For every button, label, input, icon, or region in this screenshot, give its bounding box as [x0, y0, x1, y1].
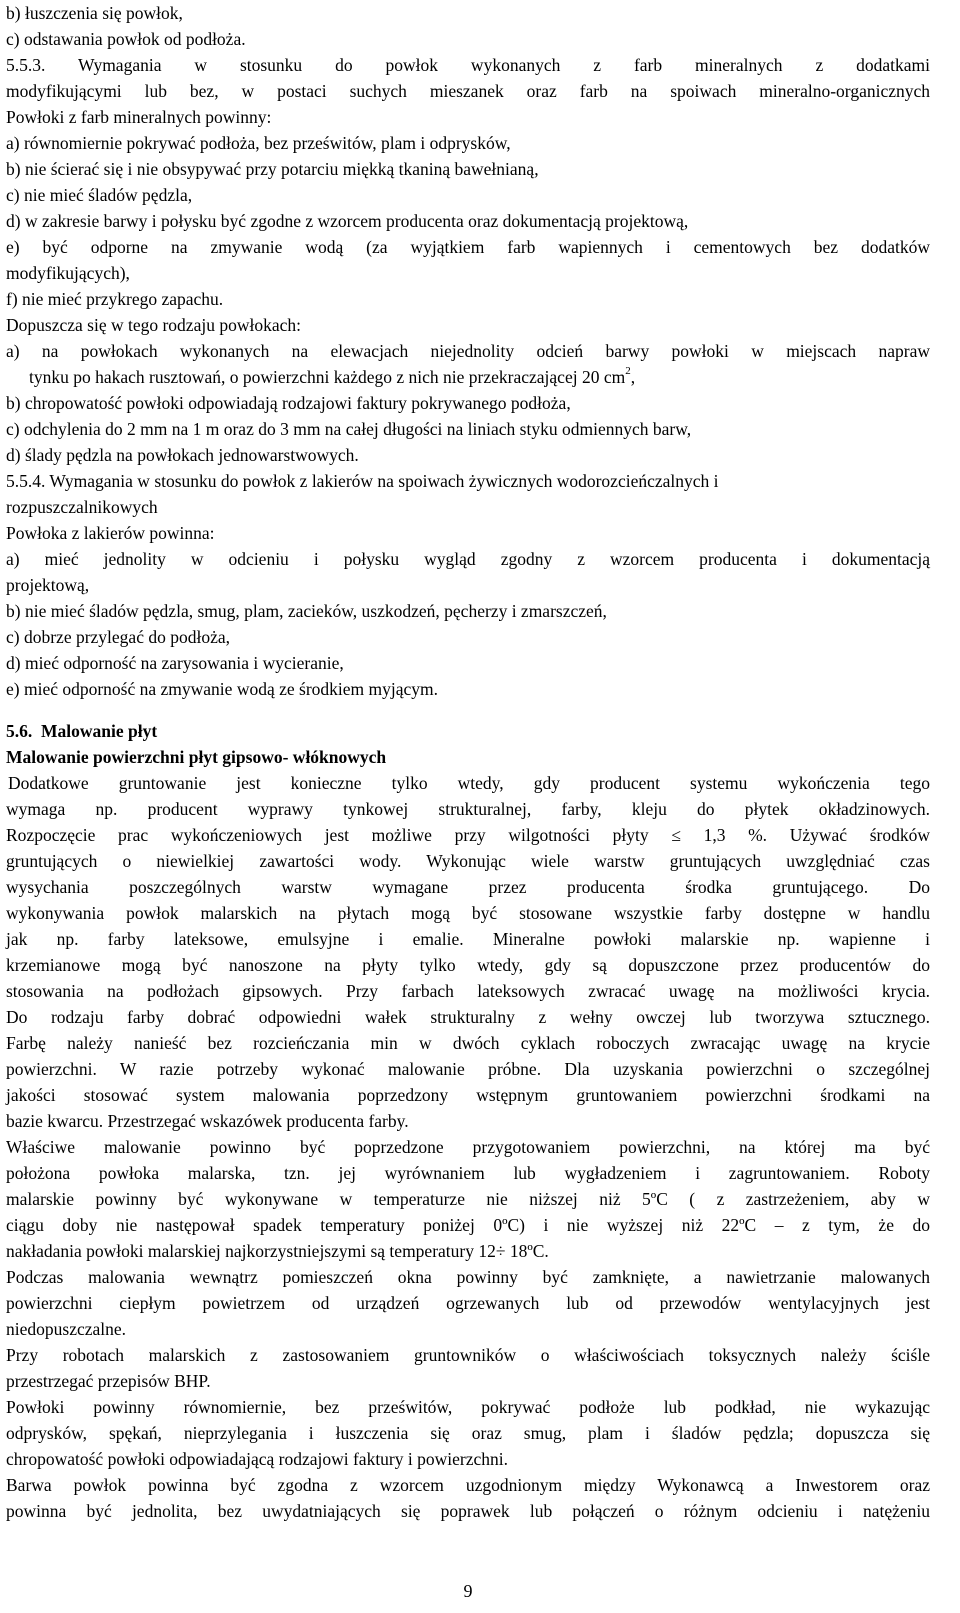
section-heading-5-5-4: 5.5.4. Wymagania w stosunku do powłok z lakierów na spoiwach żywicznych wodorozcieńczalnych i — [6, 471, 719, 491]
text-line: powierzchni ciepłym powietrzem od urządzeń ogrzewanych lub od przewodów wentylacyjnych jest — [6, 1293, 930, 1313]
text-line: bazie kwarcu. Przestrzegać wskazówek producenta farby. — [6, 1111, 409, 1131]
list-item: f) nie mieć przykrego zapachu. — [6, 289, 224, 309]
text-line: nakładania powłoki malarskiej najkorzystniejszymi są temperatury 12÷ 18ºC. — [6, 1241, 549, 1261]
text-line: Dodatkowe gruntowanie jest konieczne tylko wtedy, gdy producent systemu wykończenia tego — [8, 773, 930, 793]
list-item: c) dobrze przylegać do podłoża, — [6, 627, 230, 647]
page-number: 9 — [463, 1581, 473, 1601]
text-line: gruntujących o niewielkiej zawartości wody. Wykonując wiele warstw gruntujących uwzględniać czas — [6, 851, 930, 871]
text-line: modyfikujących), — [6, 263, 130, 283]
text-line: c) odstawania powłok od podłoża. — [6, 29, 246, 49]
text-fragment: , — [630, 367, 636, 387]
list-item: a) równomiernie pokrywać podłoża, bez prześwitów, plam i odprysków, — [6, 133, 511, 153]
text-line: b) łuszczenia się powłok, — [6, 3, 183, 23]
list-item: e) być odporne na zmywanie wodą (za wyjątkiem farb wapiennych i cementowych bez dodatków — [6, 237, 930, 257]
list-item: d) w zakresie barwy i połysku być zgodne z wzorcem producenta oraz dokumentacją projektową, — [6, 211, 689, 231]
text-line: Dopuszcza się w tego rodzaju powłokach: — [6, 315, 301, 335]
text-line: wymaga np. producent wyprawy tynkowej strukturalnej, farby, kleju do płytek okładzinowych. — [6, 799, 930, 819]
text-line: krzemianowe mogą być nanoszone na płyty tylko wtedy, gdy są dopuszczone przez producentów do — [6, 955, 930, 975]
text-line: jak np. farby lateksowe, emulsyjne i emalie. Mineralne powłoki malarskie np. wapienne i — [6, 929, 930, 949]
section-heading-5-6: 5.6. Malowanie płyt — [6, 721, 158, 741]
list-item: b) chropowatość powłoki odpowiadają rodzajowi faktury pokrywanego podłoża, — [6, 393, 571, 413]
list-item: b) nie ścierać się i nie obsypywać przy potarciu miękką tkaniną bawełnianą, — [6, 159, 539, 179]
text-line: wysychania poszczególnych warstw wymagane przez producenta środka gruntującego. Do — [6, 877, 930, 897]
text-line: jakości stosować system malowania poprzedzony wstępnym gruntowaniem powierzchni środkami na — [6, 1085, 930, 1105]
subsection-heading: Malowanie powierzchni płyt gipsowo- włóknowych — [6, 747, 387, 767]
text-line: Barwa powłok powinna być zgodna z wzorcem uzgodnionym między Wykonawcą a Inwestorem oraz — [6, 1475, 930, 1495]
text-line: projektową, — [6, 575, 90, 595]
text-line: przestrzegać przepisów BHP. — [6, 1371, 211, 1391]
text-line: malarskie powinny być wykonywane w temperaturze nie niższej niż 5ºC ( z zastrzeżeniem, aby w — [6, 1189, 930, 1209]
text-line: powinna być jednolita, bez uwydatniających się poprawek lub połączeń o różnym odcieniu i natężeniu — [6, 1501, 930, 1521]
text-line: Rozpoczęcie prac wykończeniowych jest możliwe przy wilgotności płyty ≤ 1,3 %. Używać środków — [6, 825, 930, 845]
section-heading-5-5-3: 5.5.3. Wymagania w stosunku do powłok wykonanych z farb mineralnych z dodatkami — [6, 55, 930, 75]
text-line: wykonywania powłok malarskich na płytach mogą być stosowane wszystkie farby dostępne w handlu — [6, 903, 930, 923]
text-fragment: tynku po hakach rusztowań, o powierzchni każdego z nich nie przekraczającej 20 cm — [29, 367, 626, 387]
list-item: a) mieć jednolity w odcieniu i połysku wygląd zgodny z wzorcem producenta i dokumentacją — [6, 549, 930, 569]
text-line: stosowania na podłożach gipsowych. Przy farbach lateksowych zwracać uwagę na możliwości krycia. — [6, 981, 930, 1001]
superscript: 2 — [625, 365, 631, 378]
list-item: d) mieć odporność na zarysowania i wycieranie, — [6, 653, 344, 673]
text-line: Właściwe malowanie powinno być poprzedzone przygotowaniem powierzchni, na której ma być — [6, 1137, 930, 1157]
text-line: modyfikującymi lub bez, w postaci suchych mieszanek oraz farb na spoiwach mineralno-organicznych — [6, 81, 930, 101]
text-line: Przy robotach malarskich z zastosowaniem gruntowników o właściwościach toksycznych należy ściśle — [6, 1345, 930, 1365]
text-line: Powłoki powinny równomiernie, bez prześwitów, pokrywać podłoże lub podkład, nie wykazując — [6, 1397, 930, 1417]
text-line: Powłoka z lakierów powinna: — [6, 523, 215, 543]
list-item: a) na powłokach wykonanych na elewacjach niejednolity odcień barwy powłoki w miejscach napraw — [6, 341, 930, 361]
text-line: niedopuszczalne. — [6, 1319, 127, 1339]
list-item-continuation — [6, 364, 930, 390]
text-line: Podczas malowania wewnątrz pomieszczeń okna powinny być zamknięte, a nawietrzanie malowanych — [6, 1267, 930, 1287]
list-item: c) nie mieć śladów pędzla, — [6, 185, 193, 205]
text-line: Farbę należy nanieść bez rozcieńczania min w dwóch cyklach roboczych zwracając uwagę na krycie — [6, 1033, 930, 1053]
text-line: odprysków, spękań, nieprzylegania i łuszczenia się oraz smug, plam i śladów pędzla; dopuszcza się — [6, 1423, 930, 1443]
list-item: c) odchylenia do 2 mm na 1 m oraz do 3 mm na całej długości na liniach styku odmiennych barw, — [6, 419, 692, 439]
text-line: ciągu doby nie następował spadek temperatury poniżej 0ºC) i nie wyższej niż 22ºC – z tym, że do — [6, 1215, 930, 1235]
list-item: d) ślady pędzla na powłokach jednowarstwowych. — [6, 445, 359, 465]
text-line: chropowatość powłoki odpowiadającą rodzajowi faktury i powierzchni. — [6, 1449, 508, 1469]
text-line: powierzchni. W razie potrzeby wykonać malowanie próbne. Dla uzyskania powierzchni o szczególnej — [6, 1059, 930, 1079]
text-line: rozpuszczalnikowych — [6, 497, 158, 517]
list-item: b) nie mieć śladów pędzla, smug, plam, zacieków, uszkodzeń, pęcherzy i zmarszczeń, — [6, 601, 607, 621]
list-item: e) mieć odporność na zmywanie wodą ze środkiem myjącym. — [6, 679, 439, 699]
text-line: Powłoki z farb mineralnych powinny: — [6, 107, 272, 127]
text-line: Do rodzaju farby dobrać odpowiedni wałek strukturalny z wełny owczej lub tworzywa sztucznego. — [6, 1007, 930, 1027]
text-line: położona powłoka malarska, tzn. jej wyrównaniem lub wygładzeniem i zagruntowaniem. Roboty — [6, 1163, 930, 1183]
